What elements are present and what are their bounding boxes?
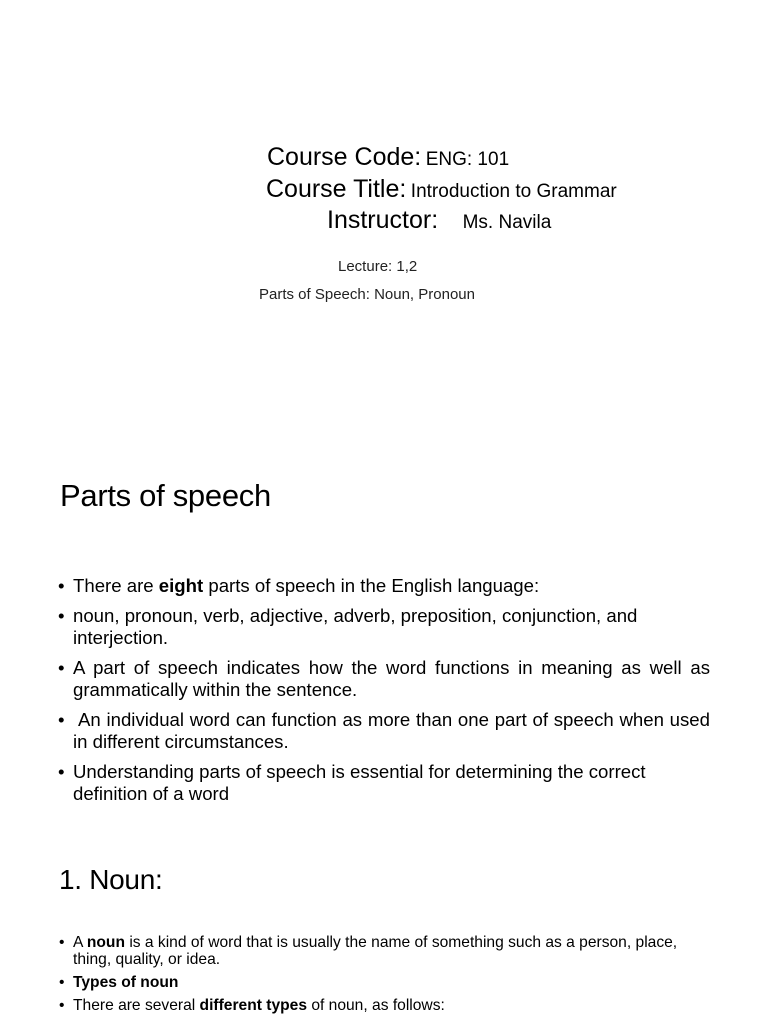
list-item: • Understanding parts of speech is essential for determining the correct definition of a word: [58, 761, 710, 805]
slide-heading: 1. Noun:: [59, 864, 163, 895]
bold-text: eight: [158, 575, 204, 596]
course-code-value: ENG: 101: [425, 149, 510, 170]
bold-text: noun: [86, 934, 125, 951]
cover-slide: [0, 0, 768, 430]
text-run: A: [73, 934, 87, 951]
list-item: [58, 709, 710, 753]
course-title-value: Introduction to Grammar: [410, 181, 617, 202]
slide-heading: Parts of speech: [60, 478, 271, 513]
text-run: parts of speech in the English language:: [203, 575, 540, 596]
text-run: An individual word can function as more than one part of speech when used in different circumstances.: [73, 709, 710, 752]
course-title-line: [266, 175, 617, 204]
lecture-topic: Parts of Speech: Noun, Pronoun: [259, 286, 475, 303]
list-item: • noun, pronoun, verb, adjective, adverb, preposition, conjunction, and interjection.: [58, 605, 710, 649]
list-item: [59, 934, 711, 968]
text-run: There are several: [73, 997, 200, 1014]
bullet-list: [59, 934, 711, 1020]
list-item: • A part of speech indicates how the word functions in meaning as well as grammatically within the sentence.: [58, 657, 710, 701]
instructor-label: Instructor:: [327, 206, 439, 234]
list-item: [59, 997, 711, 1014]
bold-text: different types: [199, 997, 307, 1014]
text-run: is a kind of word that is usually the name of something such as a person, place, thing, quality, or idea.: [73, 934, 678, 968]
instructor-line: [327, 206, 551, 235]
list-item: [59, 974, 711, 991]
course-title-label: Course Title:: [266, 175, 407, 203]
text-run: There are: [73, 575, 159, 596]
course-code-line: [267, 143, 509, 172]
text-run: of noun, as follows:: [307, 997, 445, 1014]
bullet-list: [58, 575, 710, 813]
list-item: [58, 575, 710, 597]
lecture-number: Lecture: 1,2: [338, 258, 418, 275]
instructor-value: Ms. Navila: [462, 212, 552, 233]
course-code-label: Course Code:: [267, 143, 422, 171]
bold-text: Types of noun: [73, 974, 179, 991]
